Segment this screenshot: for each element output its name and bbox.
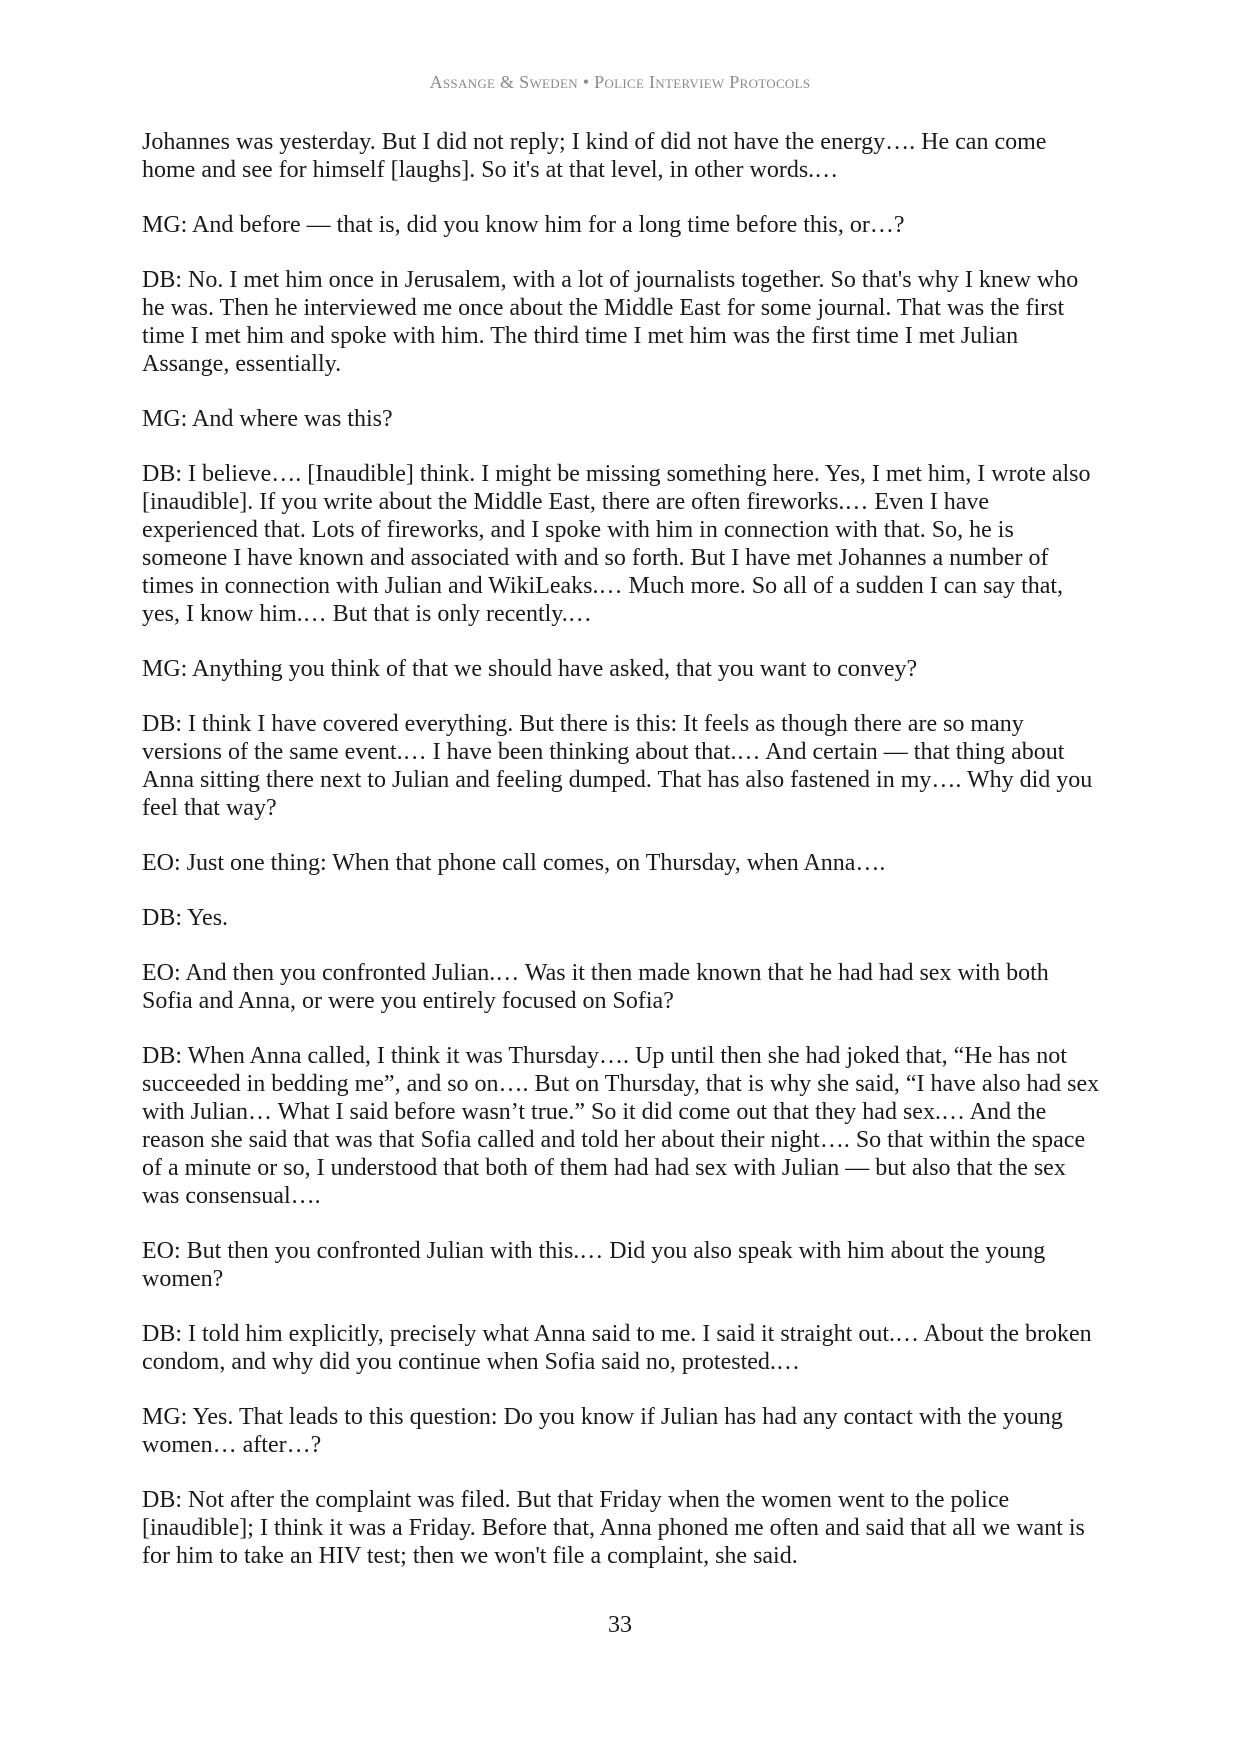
paragraph: DB: I told him explicitly, precisely what Anna said to me. I said it straight out.… About the broken condom, and why did you continue when Sofia said no, protested.… <box>142 1321 1092 1375</box>
paragraph: EO: Just one thing: When that phone call comes, on Thursday, when Anna…. <box>142 850 886 876</box>
paragraph: DB: When Anna called, I think it was Thursday…. Up until then she had joked that, “He has not succeeded in bedding me”, and so on…. But on Thursday, that is why she said, “I have also had sex with Julian… What I said before wasn’t true.” So it did come out that they had sex.… And the reason she said that was that Sofia called and told her about their night…. So that within the space of a minute or so, I understood that both of them had had sex with Julian — but also that the sex was consensual…. <box>142 1043 1100 1209</box>
paragraph: EO: But then you confronted Julian with this.… Did you also speak with him about the young women? <box>142 1238 1046 1292</box>
paragraph: DB: No. I met him once in Jerusalem, with a lot of journalists together. So that's why I knew who he was. Then he interviewed me once about the Middle East for some journal. That was the first time I met him and spoke with him. The third time I met him was the first time I met Julian Assange, essentially. <box>142 267 1079 377</box>
paragraph: DB: I think I have covered everything. But there is this: It feels as though there are so many versions of the same event.… I have been thinking about that.… And certain — that thing about Anna sitting there next to Julian and feeling dumped. That has also fastened in my…. Why did you feel that way? <box>142 711 1093 821</box>
paragraph: Johannes was yesterday. But I did not reply; I kind of did not have the energy…. He can come home and see for himself [laughs]. So it's at that level, in other words.… <box>142 129 1047 183</box>
paragraph: MG: And where was this? <box>142 406 393 432</box>
paragraph: DB: Not after the complaint was filed. But that Friday when the women went to the police [inaudible]; I think it was a Friday. Before that, Anna phoned me often and said that all we want is for him to take an HIV test; then we won't file a complaint, she said. <box>142 1487 1085 1569</box>
paragraph: DB: I believe…. [Inaudible] think. I might be missing something here. Yes, I met him, I wrote also [inaudible]. If you write about the Middle East, there are often fireworks.… Even I have experienced that. Lots of fireworks, and I spoke with him in connection with that. So, he is someone I have known and associated with and so forth. But I have met Johannes a number of times in connection with Julian and WikiLeaks.… Much more. So all of a sudden I can say that, yes, I know him.… But that is only recently.… <box>142 461 1091 627</box>
paragraph: MG: Anything you think of that we should have asked, that you want to convey? <box>142 656 918 682</box>
running-head: Assange & Sweden • Police Interview Protocols <box>429 72 811 92</box>
paragraph: EO: And then you confronted Julian.… Was it then made known that he had had sex with both Sofia and Anna, or were you entirely focused on Sofia? <box>142 960 1049 1014</box>
paragraph: DB: Yes. <box>142 905 229 931</box>
page-number: 33 <box>608 1612 632 1638</box>
paragraph: MG: And before — that is, did you know him for a long time before this, or…? <box>142 212 905 238</box>
body-text <box>142 128 1102 1597</box>
paragraph: MG: Yes. That leads to this question: Do you know if Julian has had any contact with the young women… after…? <box>142 1404 1063 1458</box>
